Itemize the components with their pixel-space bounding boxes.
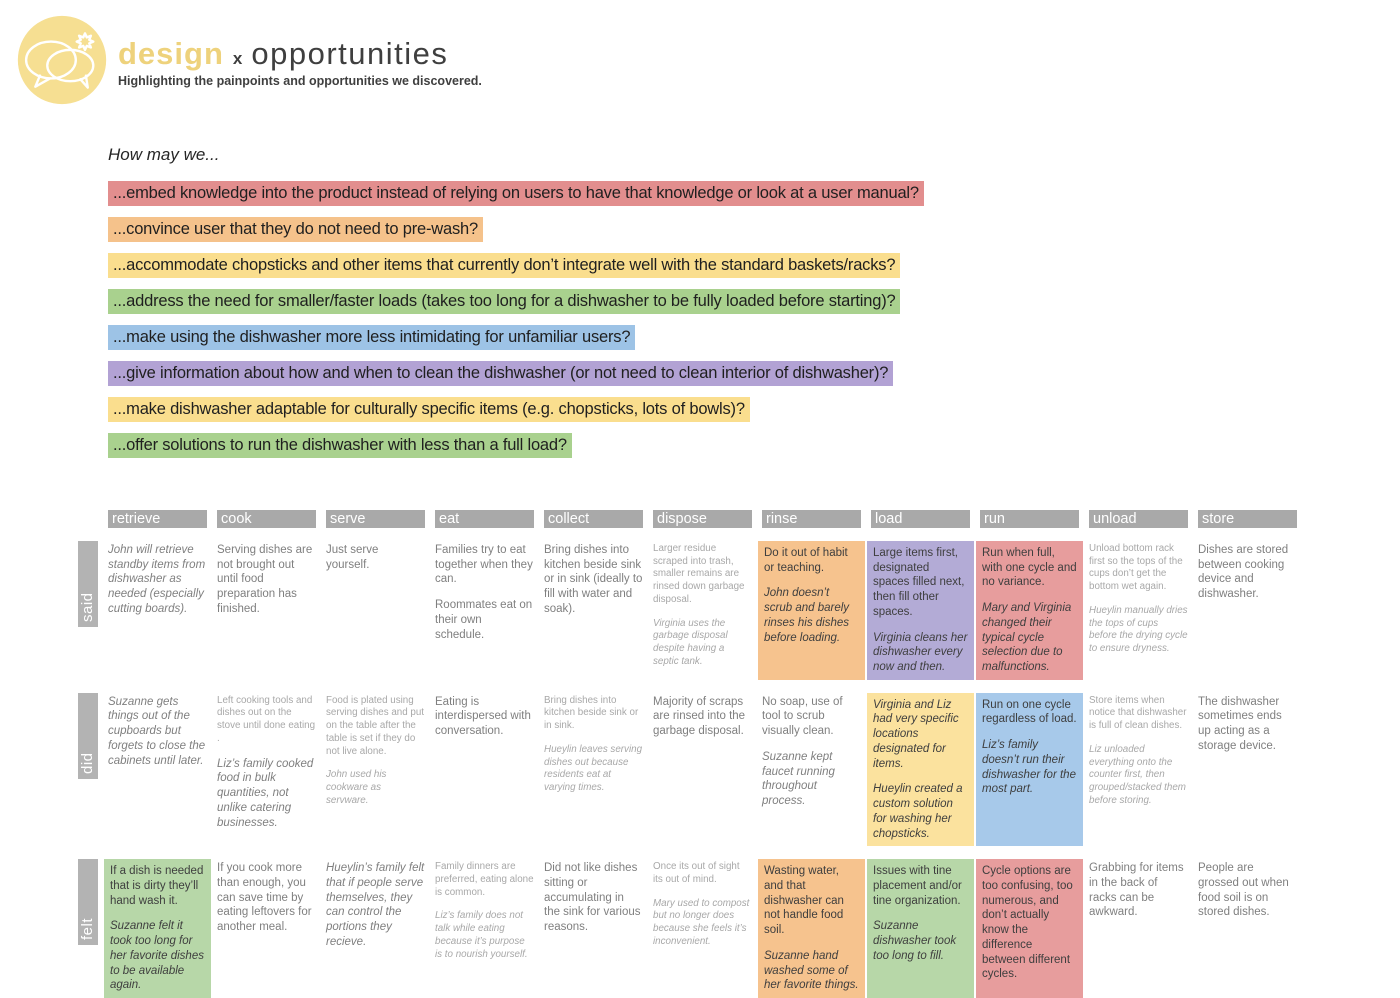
column-header-run: run [980,510,1079,528]
cell-paragraph: Store items when notice that dishwasher is full of clean dishes. [1089,694,1187,732]
cell-paragraph: Run on one cycle regardless of load. [982,698,1077,726]
title-rest: opportunities [251,36,449,71]
matrix-cell-said-run [976,541,1083,680]
cell-paragraph: Virginia and Liz had very specific locations designated for items. [873,698,959,770]
cell-paragraph: If a dish is needed that is dirty they’ll hand wash it. [110,865,204,907]
matrix-cell-said-cook [217,541,316,680]
column-header-collect: collect [544,510,643,528]
column-header-serve: serve [326,510,425,528]
cell-paragraph: Once its out of sight its out of mind. [653,861,740,885]
matrix-cell-did-run [976,693,1083,846]
hmw-item-0 [108,181,1208,206]
column-header-rinse: rinse [762,510,861,528]
matrix-cell-said-serve [326,541,425,680]
matrix-cell-felt-store [1198,859,1297,998]
cell-paragraph: Mary and Virginia changed their typical cycle selection due to malfunctions. [982,602,1072,674]
hmw-item-2 [108,253,1208,278]
matrix-cell-did-dispose [653,693,752,846]
hmw-item-text: ...embed knowledge into the product instead of relying on users to have that knowledge or look at a user manual? [108,181,924,206]
cell-paragraph: Large items first, designated spaces filled next, then fill other spaces. [873,547,965,618]
cell-paragraph: Virginia cleans her dishwasher every now and then. [873,631,968,674]
how-may-we-section [108,145,1208,469]
column-header-store: store [1198,510,1297,528]
hmw-item-text: ...address the need for smaller/faster loads (takes too long for a dishwasher to be fully loaded before starting)? [108,289,900,314]
hmw-item-text: ...make dishwasher adaptable for culturally specific items (e.g. chopsticks, lots of bowls)? [108,397,750,422]
page-subtitle: Highlighting the painpoints and opportunities we discovered. [118,74,482,88]
title-x-separator: x [232,49,243,68]
matrix [78,510,1297,998]
cell-paragraph: Wasting water, and that dishwasher can not handle food soil. [764,865,844,937]
matrix-cell-said-retrieve [108,541,207,680]
cell-paragraph: Suzanne felt it took too long for her favorite dishes to be available again. [110,920,204,992]
cell-paragraph: Grabbing for items in the back of racks can be awkward. [1089,862,1184,919]
matrix-cell-said-eat [435,541,534,680]
cell-paragraph: Cycle options are too confusing, too numerous, and don’t actually know the difference between different cycles. [982,865,1073,981]
matrix-cell-said-load [867,541,974,680]
column-header-dispose: dispose [653,510,752,528]
cell-paragraph: Suzanne gets things out of the cupboards but forgets to close the cabinets until later. [108,695,206,767]
column-header-cook: cook [217,510,316,528]
cell-paragraph: People are grossed out when food soil is on stored dishes. [1198,862,1289,919]
hmw-item-text: ...accommodate chopsticks and other items that currently don’t integrate well with the standard baskets/racks? [108,253,900,278]
matrix-cell-said-unload [1089,541,1188,680]
cell-paragraph: Bring dishes into kitchen beside sink or in sink. [544,694,639,732]
cell-paragraph: Suzanne kept faucet running throughout process. [762,750,835,808]
cell-paragraph: Majority of scraps are rinsed into the garbage disposal. [653,695,746,738]
cell-paragraph: Liz’s family doesn’t run their dishwasher for the most part. [982,739,1076,796]
column-header-unload: unload [1089,510,1188,528]
column-header-retrieve: retrieve [108,510,207,528]
cell-paragraph: Eating is interdispersed with conversation. [435,695,531,738]
column-header-eat: eat [435,510,534,528]
matrix-cell-did-cook [217,693,316,846]
hmw-item-1 [108,217,1208,242]
row-label-said: said [78,541,98,627]
cell-paragraph: The dishwasher sometimes ends up acting as a storage device. [1198,695,1282,752]
hmw-item-text: ...make using the dishwasher more less intimidating for unfamiliar users? [108,325,635,350]
cell-paragraph: Hueylin leaves serving dishes out because residents eat at varying times. [544,743,643,794]
cell-paragraph: If you cook more than enough, you can save time by eating leftovers for another meal. [217,862,312,934]
cell-paragraph: Did not like dishes sitting or accumulating in the sink for various reasons. [544,862,641,934]
matrix-cell-said-store [1198,541,1297,680]
cell-paragraph: John doesn’t scrub and barely rinses his dishes before loading. [764,587,850,644]
row-label-felt: felt [78,859,98,945]
cell-paragraph: Virginia uses the garbage disposal despite having a septic tank. [653,617,728,667]
matrix-cell-did-load [867,693,974,846]
column-header-load: load [871,510,970,528]
how-may-we-list [108,181,1208,458]
page-title [118,36,482,72]
cell-paragraph: Unload bottom rack first so the tops of the cups don’t get the bottom wet again. [1089,543,1183,593]
cell-paragraph: Suzanne hand washed some of her favorite things. [764,949,859,992]
cell-paragraph: Liz unloaded everything onto the counter first, then grouped/stacked them before storing. [1089,743,1186,806]
how-may-we-heading: How may we... [108,145,220,164]
matrix-cell-did-unload [1089,693,1188,846]
matrix-cell-felt-cook [217,859,316,998]
matrix-cell-did-eat [435,693,534,846]
cell-paragraph: Larger residue scraped into trash, smaller remains are rinsed down garbage disposal. [653,543,745,605]
hmw-item-7 [108,433,1208,458]
hmw-item-5 [108,361,1208,386]
matrix-cell-said-collect [544,541,643,680]
cell-paragraph: Hueylin’s family felt that if people serve themselves, they can control the portions they recieve. [326,862,425,948]
cell-paragraph: Food is plated using serving dishes and put on the table after the table is set if they do not live alone. [326,694,425,757]
hmw-item-3 [108,289,1208,314]
matrix-cell-did-serve [326,693,425,846]
hmw-item-4 [108,325,1208,350]
matrix-cell-felt-run [976,859,1083,998]
matrix-cell-felt-unload [1089,859,1188,998]
cell-paragraph: Mary used to compost but no longer does because she feels it’s inconvenient. [653,897,750,947]
matrix-cell-did-retrieve [108,693,207,846]
cell-paragraph: John used his cookware as servware. [326,769,387,806]
cell-paragraph: Run when full, with one cycle and no variance. [982,547,1077,589]
matrix-cell-did-store [1198,693,1297,846]
matrix-cell-did-collect [544,693,643,846]
hmw-item-6 [108,397,1208,422]
cell-paragraph: Serving dishes are not brought out until food preparation has finished. [217,544,313,615]
hmw-item-text: ...convince user that they do not need to pre-wash? [108,217,483,242]
cell-paragraph: Suzanne dishwasher took too long to fill. [873,920,957,962]
cell-paragraph: Just serve yourself. [326,544,379,571]
matrix-cell-did-rinse [762,693,861,846]
cell-paragraph: Liz’s family does not talk while eating because it’s purpose is to nourish yourself. [435,910,528,960]
cell-paragraph: Hueylin manually dries the tops of cups before the drying cycle to ensure dryness. [1089,604,1188,655]
cell-paragraph: Hueylin created a custom solution for washing her chopsticks. [873,783,963,840]
matrix-cell-felt-dispose [653,859,752,998]
matrix-cell-felt-rinse [758,859,865,998]
matrix-cell-said-dispose [653,541,752,680]
header [118,36,482,88]
matrix-cell-said-rinse [758,541,865,680]
cell-paragraph: Bring dishes into kitchen beside sink or in sink (ideally to fill with water and soak). [544,544,643,615]
cell-paragraph: Do it out of habit or teaching. [764,547,848,574]
row-label-did: did [78,693,98,779]
matrix-cell-felt-serve [326,859,425,998]
cell-paragraph: Family dinners are preferred, eating alone is common. [435,861,534,898]
matrix-cell-felt-collect [544,859,643,998]
title-accent: design [118,36,224,71]
matrix-cell-felt-load [867,859,974,998]
matrix-cell-felt-eat [435,859,534,998]
hmw-item-text: ...give information about how and when to clean the dishwasher (or not need to clean interior of dishwasher)? [108,361,893,386]
logo-speech-bubbles-icon [16,14,108,106]
cell-paragraph: No soap, use of tool to scrub visually clean. [762,695,843,738]
cell-paragraph: Families try to eat together when they can. [435,544,533,586]
cell-paragraph: Liz’s family cooked food in bulk quantities, not unlike catering businesses. [217,757,314,829]
cell-paragraph: Issues with tine placement and/or tine organization. [873,865,962,907]
cell-paragraph: Dishes are stored between cooking device and dishwasher. [1198,544,1289,601]
cell-paragraph: Left cooking tools and dishes out on the stove until done eating . [217,694,316,744]
hmw-item-text: ...offer solutions to run the dishwasher with less than a full load? [108,433,572,458]
cell-paragraph: John will retrieve standby items from dishwasher as needed (especially cutting boards). [108,544,206,615]
matrix-cell-felt-retrieve [104,859,211,998]
cell-paragraph: Roommates eat on their own schedule. [435,599,533,641]
